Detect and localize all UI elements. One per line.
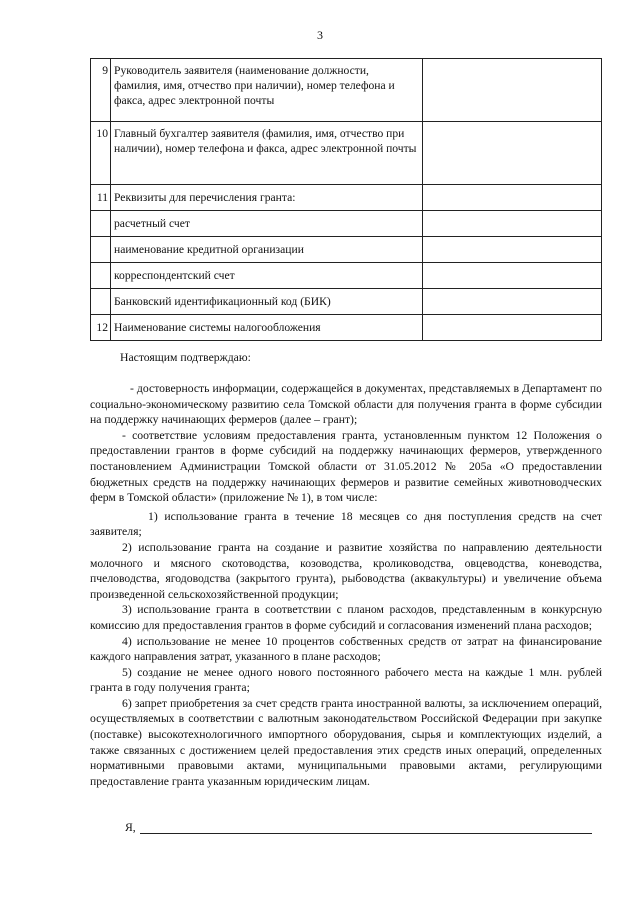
- row-label: Реквизиты для перечисления гранта:: [111, 185, 423, 211]
- row-label: Главный бухгалтер заявителя (фамилия, имя, отчество при наличии), номер телефона и факса, адрес электронной почты: [111, 122, 423, 185]
- row-number: [91, 237, 111, 263]
- paragraph: 3) использование гранта в соответствии с планом расходов, представленным в конкурсную комиссию для предоставления грантов в форме субсидий и согласования изменений плана расходов;: [90, 603, 602, 632]
- row-value-field[interactable]: [423, 315, 602, 341]
- applicant-details-table: [90, 58, 602, 341]
- row-number: [91, 289, 111, 315]
- row-value-field[interactable]: [423, 211, 602, 237]
- row-label: наименование кредитной организации: [111, 237, 423, 263]
- table-row: [91, 211, 602, 237]
- row-number: 12: [91, 315, 111, 341]
- paragraph: 5) создание не менее одного нового постоянного рабочего места на каждые 1 млн. рублей гранта в году получения гранта;: [90, 665, 602, 695]
- signature-line: [125, 821, 592, 834]
- signature-prefix: Я,: [125, 821, 136, 834]
- row-number: [91, 211, 111, 237]
- paragraph: 6) запрет приобретения за счет средств гранта иностранной валюты, за исключением операций, осуществляемых в соответствии с валютным законодательством Российской Федерации при закупке (поставке) высокотехнологичного импортного оборудования, сырья и комплектующих изделий, а также связанных с достижением целей предоставления этих средств иных операций, определенных нормативными правовыми актами, муниципальными правовыми актами, регулирующими предоставление гранта указанным юридическим лицам.: [90, 696, 602, 788]
- confirmation-body: [90, 381, 602, 789]
- table-row: [91, 122, 602, 185]
- row-value-field[interactable]: [423, 263, 602, 289]
- row-value-field[interactable]: [423, 185, 602, 211]
- paragraph: - достоверность информации, содержащейся в документах, представляемых в Департамент по социально-экономическому развитию села Томской области для получения гранта в форме субсидии на поддержку начинающих фермеров (далее – грант);: [90, 382, 602, 427]
- row-label: Наименование системы налогообложения: [111, 315, 423, 341]
- table-row: [91, 263, 602, 289]
- table-row: [91, 315, 602, 341]
- row-value-field[interactable]: [423, 59, 602, 122]
- row-value-field[interactable]: [423, 122, 602, 185]
- table-row: [91, 289, 602, 315]
- paragraph: 1) использование гранта в течение 18 месяцев со дня поступления средств на счет заявителя;: [90, 509, 602, 539]
- table-row: [91, 185, 602, 211]
- table-row: [91, 59, 602, 122]
- row-label: Руководитель заявителя (наименование должности, фамилия, имя, отчество при наличии), номер телефона и факса, адрес электронной почты: [111, 59, 423, 122]
- row-label: Банковский идентификационный код (БИК): [111, 289, 423, 315]
- row-value-field[interactable]: [423, 289, 602, 315]
- row-number: 9: [91, 59, 111, 122]
- row-label: расчетный счет: [111, 211, 423, 237]
- page-number: 3: [317, 28, 323, 42]
- row-number: 11: [91, 185, 111, 211]
- paragraph: 2) использование гранта на создание и развитие хозяйства по направлению деятельности молочного и мясного скотоводства, козоводства, кролиководства, овцеводства, коневодства, пчеловодства, ягодоводства (закрытого грунта), рыбоводства (аквакультуры) и увеличение объема произведенной сельскохозяйственной продукции;: [90, 540, 602, 601]
- table-row: [91, 237, 602, 263]
- row-number: [91, 263, 111, 289]
- row-label: корреспондентский счет: [111, 263, 423, 289]
- signature-field[interactable]: [140, 821, 592, 834]
- confirm-heading: Настоящим подтверждаю:: [120, 351, 251, 364]
- row-number: 10: [91, 122, 111, 185]
- paragraph: 4) использование не менее 10 процентов собственных средств от затрат на финансирование каждого направления затрат, указанного в плане расходов;: [90, 634, 602, 664]
- paragraph: - соответствие условиям предоставления гранта, установленным пунктом 12 Положения о предоставлении грантов в форме субсидий на поддержку начинающих фермеров, утвержденного постановлением Администрации Томской области от 31.05.2012 № 205а «О предоставлении бюджетных средств на поддержку начинающих фермеров и развитие семейных животноводческих ферм в Томской области» (приложение № 1), в том числе:: [90, 428, 602, 505]
- row-value-field[interactable]: [423, 237, 602, 263]
